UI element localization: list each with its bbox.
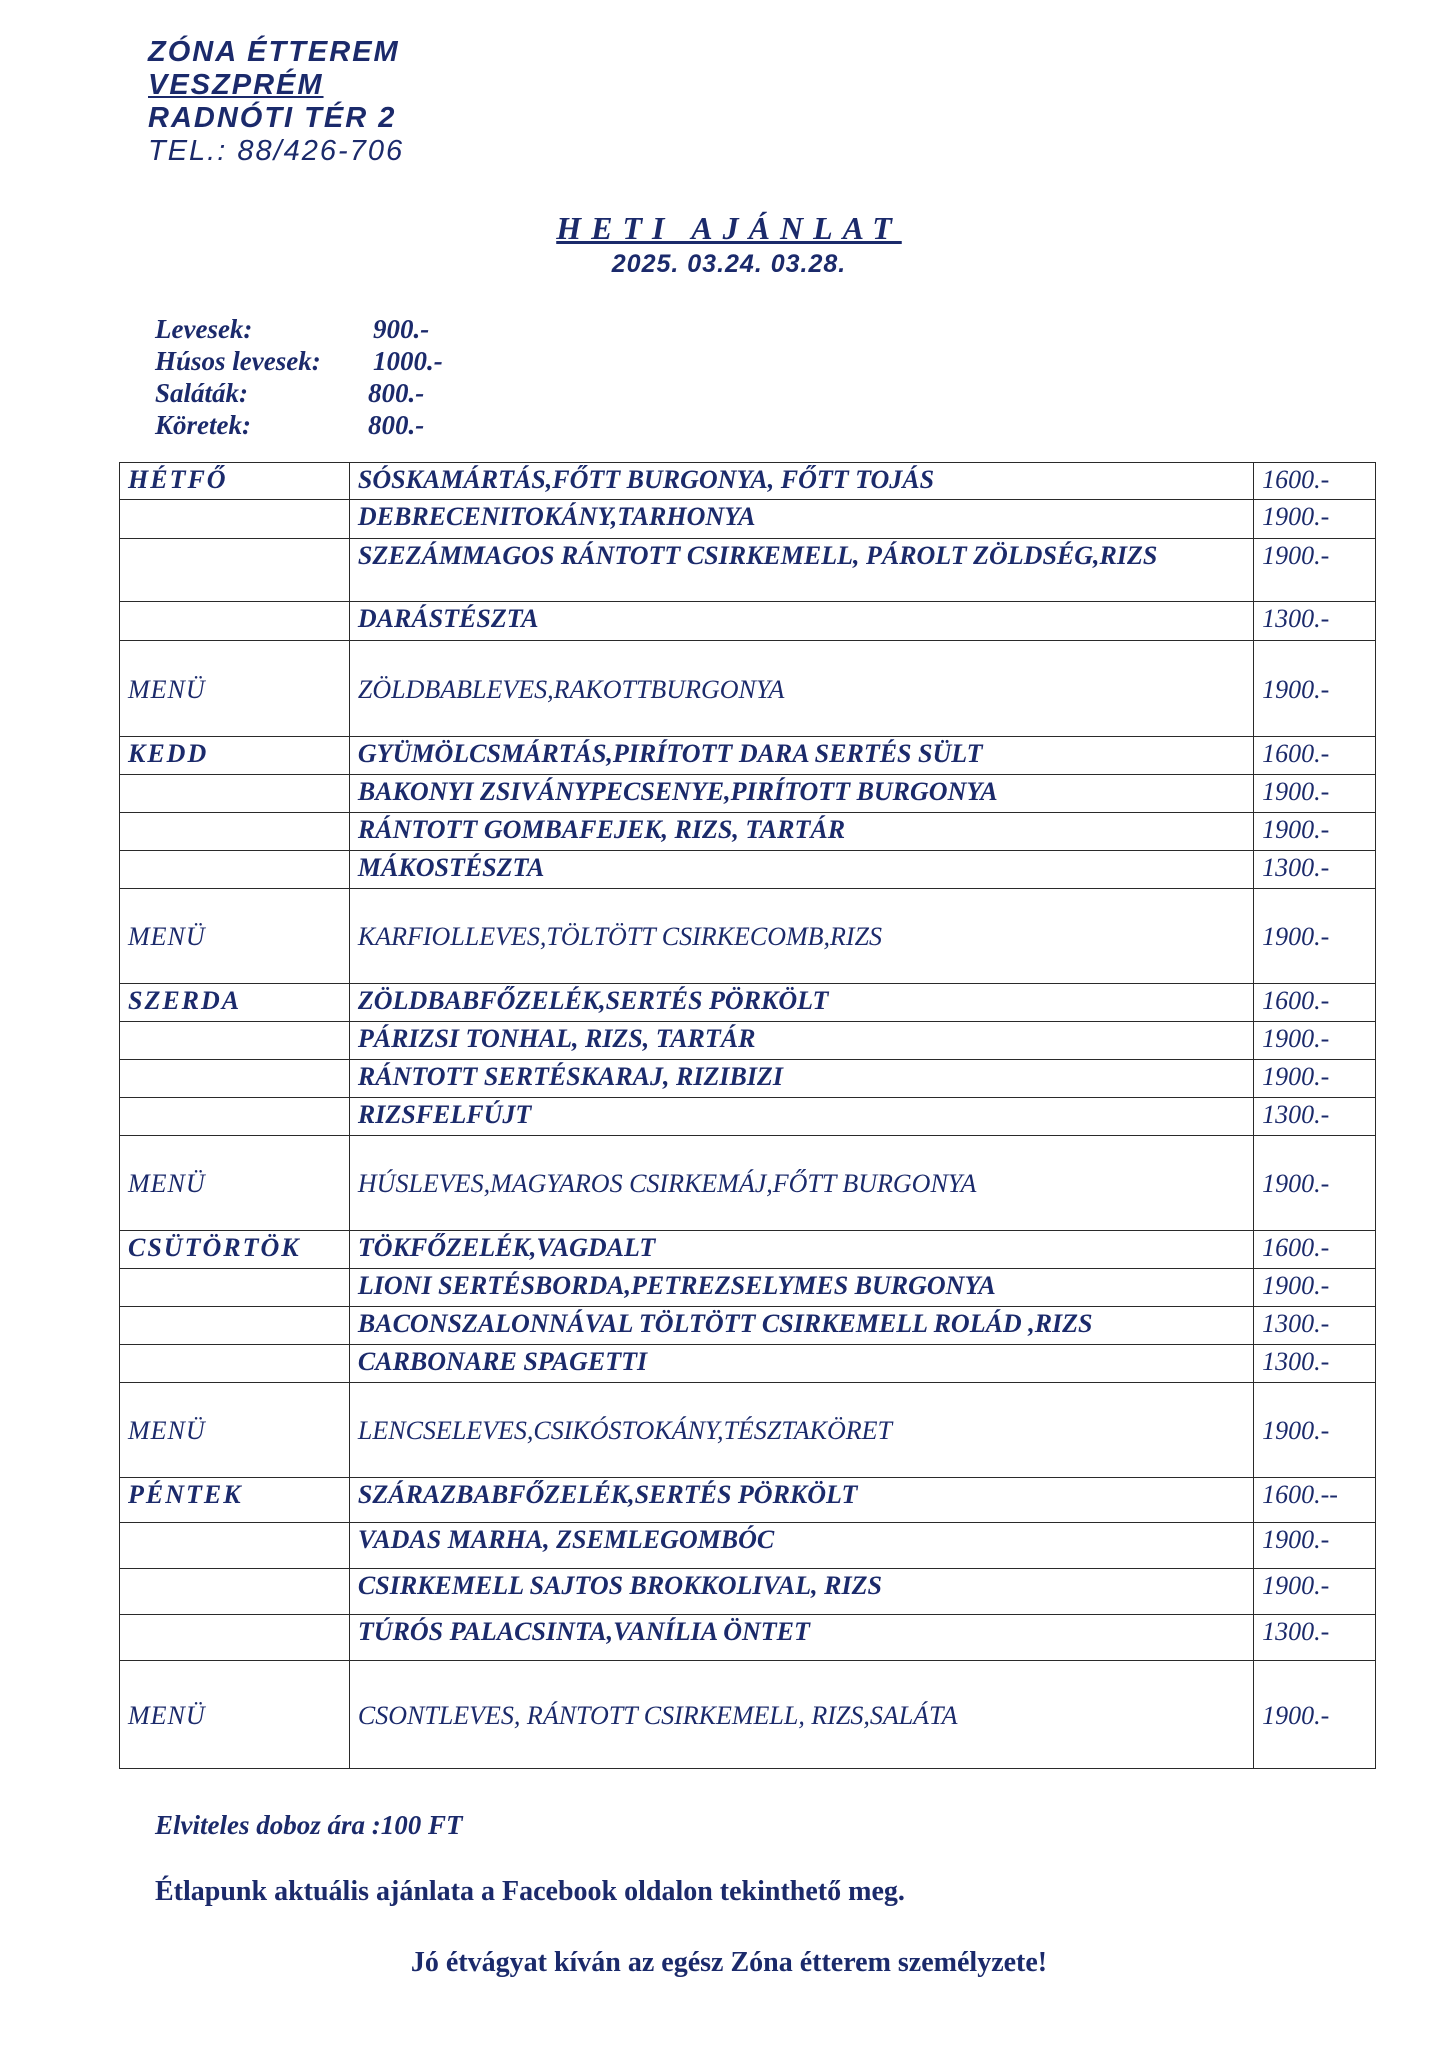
menu-label: MENÜ: [120, 641, 350, 737]
day-cell-empty: [120, 602, 350, 641]
base-price-value: 1000.-: [373, 346, 443, 376]
day-cell-empty: [120, 1098, 350, 1136]
page-title: HETI AJÁNLAT: [556, 210, 902, 246]
dish-name: SZÁRAZBABFŐZELÉK,SERTÉS PÖRKÖLT: [349, 1478, 1253, 1523]
base-price-value: 900.-: [373, 314, 430, 344]
dish-price: 1300.-: [1254, 602, 1376, 641]
dish-name: BACONSZALONNÁVAL TÖLTÖTT CSIRKEMELL ROLÁD ,RIZS: [349, 1307, 1253, 1345]
table-row-menu: [120, 1136, 1376, 1231]
day-cell-empty: [120, 500, 350, 539]
dish-price: 1900.-: [1254, 1269, 1376, 1307]
dish-name: TÚRÓS PALACSINTA,VANÍLIA ÖNTET: [349, 1615, 1253, 1661]
restaurant-name: ZÓNA ÉTTEREM: [148, 36, 400, 68]
menu-name: KARFIOLLEVES,TÖLTÖTT CSIRKECOMB,RIZS: [349, 889, 1253, 984]
menu-price: 1900.-: [1254, 641, 1376, 737]
day-cell-empty: [120, 1022, 350, 1060]
table-row: [120, 851, 1376, 889]
dish-price: 1300.-: [1254, 851, 1376, 889]
restaurant-phone: TEL.: 88/426-706: [148, 135, 405, 167]
dish-name: RÁNTOTT GOMBAFEJEK, RIZS, TARTÁR: [349, 813, 1253, 851]
menu-price: 1900.-: [1254, 1136, 1376, 1231]
day-label: PÉNTEK: [120, 1478, 350, 1523]
dish-price: 1600.-: [1254, 463, 1376, 500]
menu-label: MENÜ: [120, 1136, 350, 1231]
dish-price: 1300.-: [1254, 1098, 1376, 1136]
table-row: [120, 1345, 1376, 1383]
base-prices: [155, 313, 443, 441]
table-row: [120, 1231, 1376, 1269]
dish-name: BAKONYI ZSIVÁNYPECSENYE,PIRÍTOTT BURGONYA: [349, 775, 1253, 813]
menu-name: HÚSLEVES,MAGYAROS CSIRKEMÁJ,FŐTT BURGONYA: [349, 1136, 1253, 1231]
restaurant-address: RADNÓTI TÉR 2: [148, 102, 397, 134]
dish-name: CSIRKEMELL SAJTOS BROKKOLIVAL, RIZS: [349, 1569, 1253, 1615]
dish-name: LIONI SERTÉSBORDA,PETREZSELYMES BURGONYA: [349, 1269, 1253, 1307]
dish-price: 1900.-: [1254, 813, 1376, 851]
table-row-menu: [120, 1661, 1376, 1769]
dish-price: 1900.-: [1254, 539, 1376, 602]
base-price-label: Saláták:: [155, 378, 249, 408]
dish-price: 1600.-: [1254, 737, 1376, 775]
restaurant-header: [148, 36, 404, 168]
dish-price: 1900.-: [1254, 500, 1376, 539]
day-cell-empty: [120, 539, 350, 602]
menu-price: 1900.-: [1254, 889, 1376, 984]
table-row: [120, 1060, 1376, 1098]
day-cell-empty: [120, 1307, 350, 1345]
dish-name: TÖKFŐZELÉK,VAGDALT: [349, 1231, 1253, 1269]
base-price-row: [155, 345, 443, 377]
table-row: [120, 737, 1376, 775]
dish-name: DEBRECENITOKÁNY,TARHONYA: [349, 500, 1253, 539]
dish-name: ZÖLDBABFŐZELÉK,SERTÉS PÖRKÖLT: [349, 984, 1253, 1022]
dish-name: SÓSKAMÁRTÁS,FŐTT BURGONYA, FŐTT TOJÁS: [349, 463, 1253, 500]
table-row-menu: [120, 641, 1376, 737]
takeaway-note: Elviteles doboz ára :100 FT: [155, 1810, 463, 1840]
dish-name: RIZSFELFÚJT: [349, 1098, 1253, 1136]
dish-name: GYÜMÖLCSMÁRTÁS,PIRÍTOTT DARA SERTÉS SÜLT: [349, 737, 1253, 775]
table-row: [120, 1615, 1376, 1661]
table-row: [120, 984, 1376, 1022]
dish-name: CARBONARE SPAGETTI: [349, 1345, 1253, 1383]
table-row: [120, 775, 1376, 813]
day-label: CSÜTÖRTÖK: [120, 1231, 350, 1269]
day-cell-empty: [120, 1060, 350, 1098]
restaurant-city: VESZPRÉM: [148, 69, 324, 101]
day-cell-empty: [120, 813, 350, 851]
day-cell-empty: [120, 851, 350, 889]
day-cell-empty: [120, 1269, 350, 1307]
menu-price: 1900.-: [1254, 1383, 1376, 1478]
goodbye-note: Jó étvágyat kíván az egész Zóna étterem személyzete!: [410, 1947, 1048, 1978]
facebook-note: Étlapunk aktuális ajánlata a Facebook oldalon tekinthető meg.: [155, 1876, 905, 1907]
day-label: KEDD: [120, 737, 350, 775]
table-row: [120, 1098, 1376, 1136]
day-label: HÉTFŐ: [120, 463, 350, 500]
table-row: [120, 1307, 1376, 1345]
dish-price: 1300.-: [1254, 1345, 1376, 1383]
dish-name: RÁNTOTT SERTÉSKARAJ, RIZIBIZI: [349, 1060, 1253, 1098]
day-cell-empty: [120, 1615, 350, 1661]
day-cell-empty: [120, 775, 350, 813]
day-cell-empty: [120, 1569, 350, 1615]
dish-price: 1600.-: [1254, 1231, 1376, 1269]
table-row: [120, 1523, 1376, 1569]
table-row: [120, 1478, 1376, 1523]
dish-price: 1300.-: [1254, 1615, 1376, 1661]
base-price-row: [155, 377, 443, 409]
dish-price: 1300.-: [1254, 1307, 1376, 1345]
day-cell-empty: [120, 1345, 350, 1383]
base-price-label: Levesek:: [155, 314, 253, 344]
dish-price: 1900.-: [1254, 1569, 1376, 1615]
day-cell-empty: [120, 1523, 350, 1569]
base-price-row: [155, 409, 443, 441]
dish-name: MÁKOSTÉSZTA: [349, 851, 1253, 889]
table-row: [120, 602, 1376, 641]
menu-label: MENÜ: [120, 1661, 350, 1769]
base-price-value: 800.-: [368, 410, 425, 440]
menu-label: MENÜ: [120, 1383, 350, 1478]
menu-name: LENCSELEVES,CSIKÓSTOKÁNY,TÉSZTAKÖRET: [349, 1383, 1253, 1478]
dish-price: 1900.-: [1254, 1022, 1376, 1060]
base-price-label: Köretek:: [155, 410, 251, 440]
table-row-menu: [120, 1383, 1376, 1478]
dish-price: 1900.-: [1254, 1523, 1376, 1569]
dish-name: PÁRIZSI TONHAL, RIZS, TARTÁR: [349, 1022, 1253, 1060]
dish-name: SZEZÁMMAGOS RÁNTOTT CSIRKEMELL, PÁROLT ZÖLDSÉG,RIZS: [349, 539, 1253, 602]
menu-name: ZÖLDBABLEVES,RAKOTTBURGONYA: [349, 641, 1253, 737]
table-row: [120, 1569, 1376, 1615]
weekly-menu-table: [119, 462, 1376, 1769]
base-price-value: 800.-: [368, 378, 425, 408]
table-row: [120, 1269, 1376, 1307]
dish-price: 1900.-: [1254, 775, 1376, 813]
day-label: SZERDA: [120, 984, 350, 1022]
dish-price: 1600.--: [1254, 1478, 1376, 1523]
base-price-label: Húsos levesek:: [155, 346, 321, 376]
dish-name: VADAS MARHA, ZSEMLEGOMBÓC: [349, 1523, 1253, 1569]
dish-price: 1900.-: [1254, 1060, 1376, 1098]
menu-price: 1900.-: [1254, 1661, 1376, 1769]
dish-price: 1600.-: [1254, 984, 1376, 1022]
menu-name: CSONTLEVES, RÁNTOTT CSIRKEMELL, RIZS,SALÁTA: [349, 1661, 1253, 1769]
table-row: [120, 813, 1376, 851]
date-range: 2025. 03.24. 03.28.: [611, 250, 847, 278]
table-row: [120, 1022, 1376, 1060]
base-price-row: [155, 313, 443, 345]
table-row: [120, 463, 1376, 500]
table-row: [120, 500, 1376, 539]
menu-label: MENÜ: [120, 889, 350, 984]
table-row: [120, 539, 1376, 602]
dish-name: DARÁSTÉSZTA: [349, 602, 1253, 641]
table-row-menu: [120, 889, 1376, 984]
